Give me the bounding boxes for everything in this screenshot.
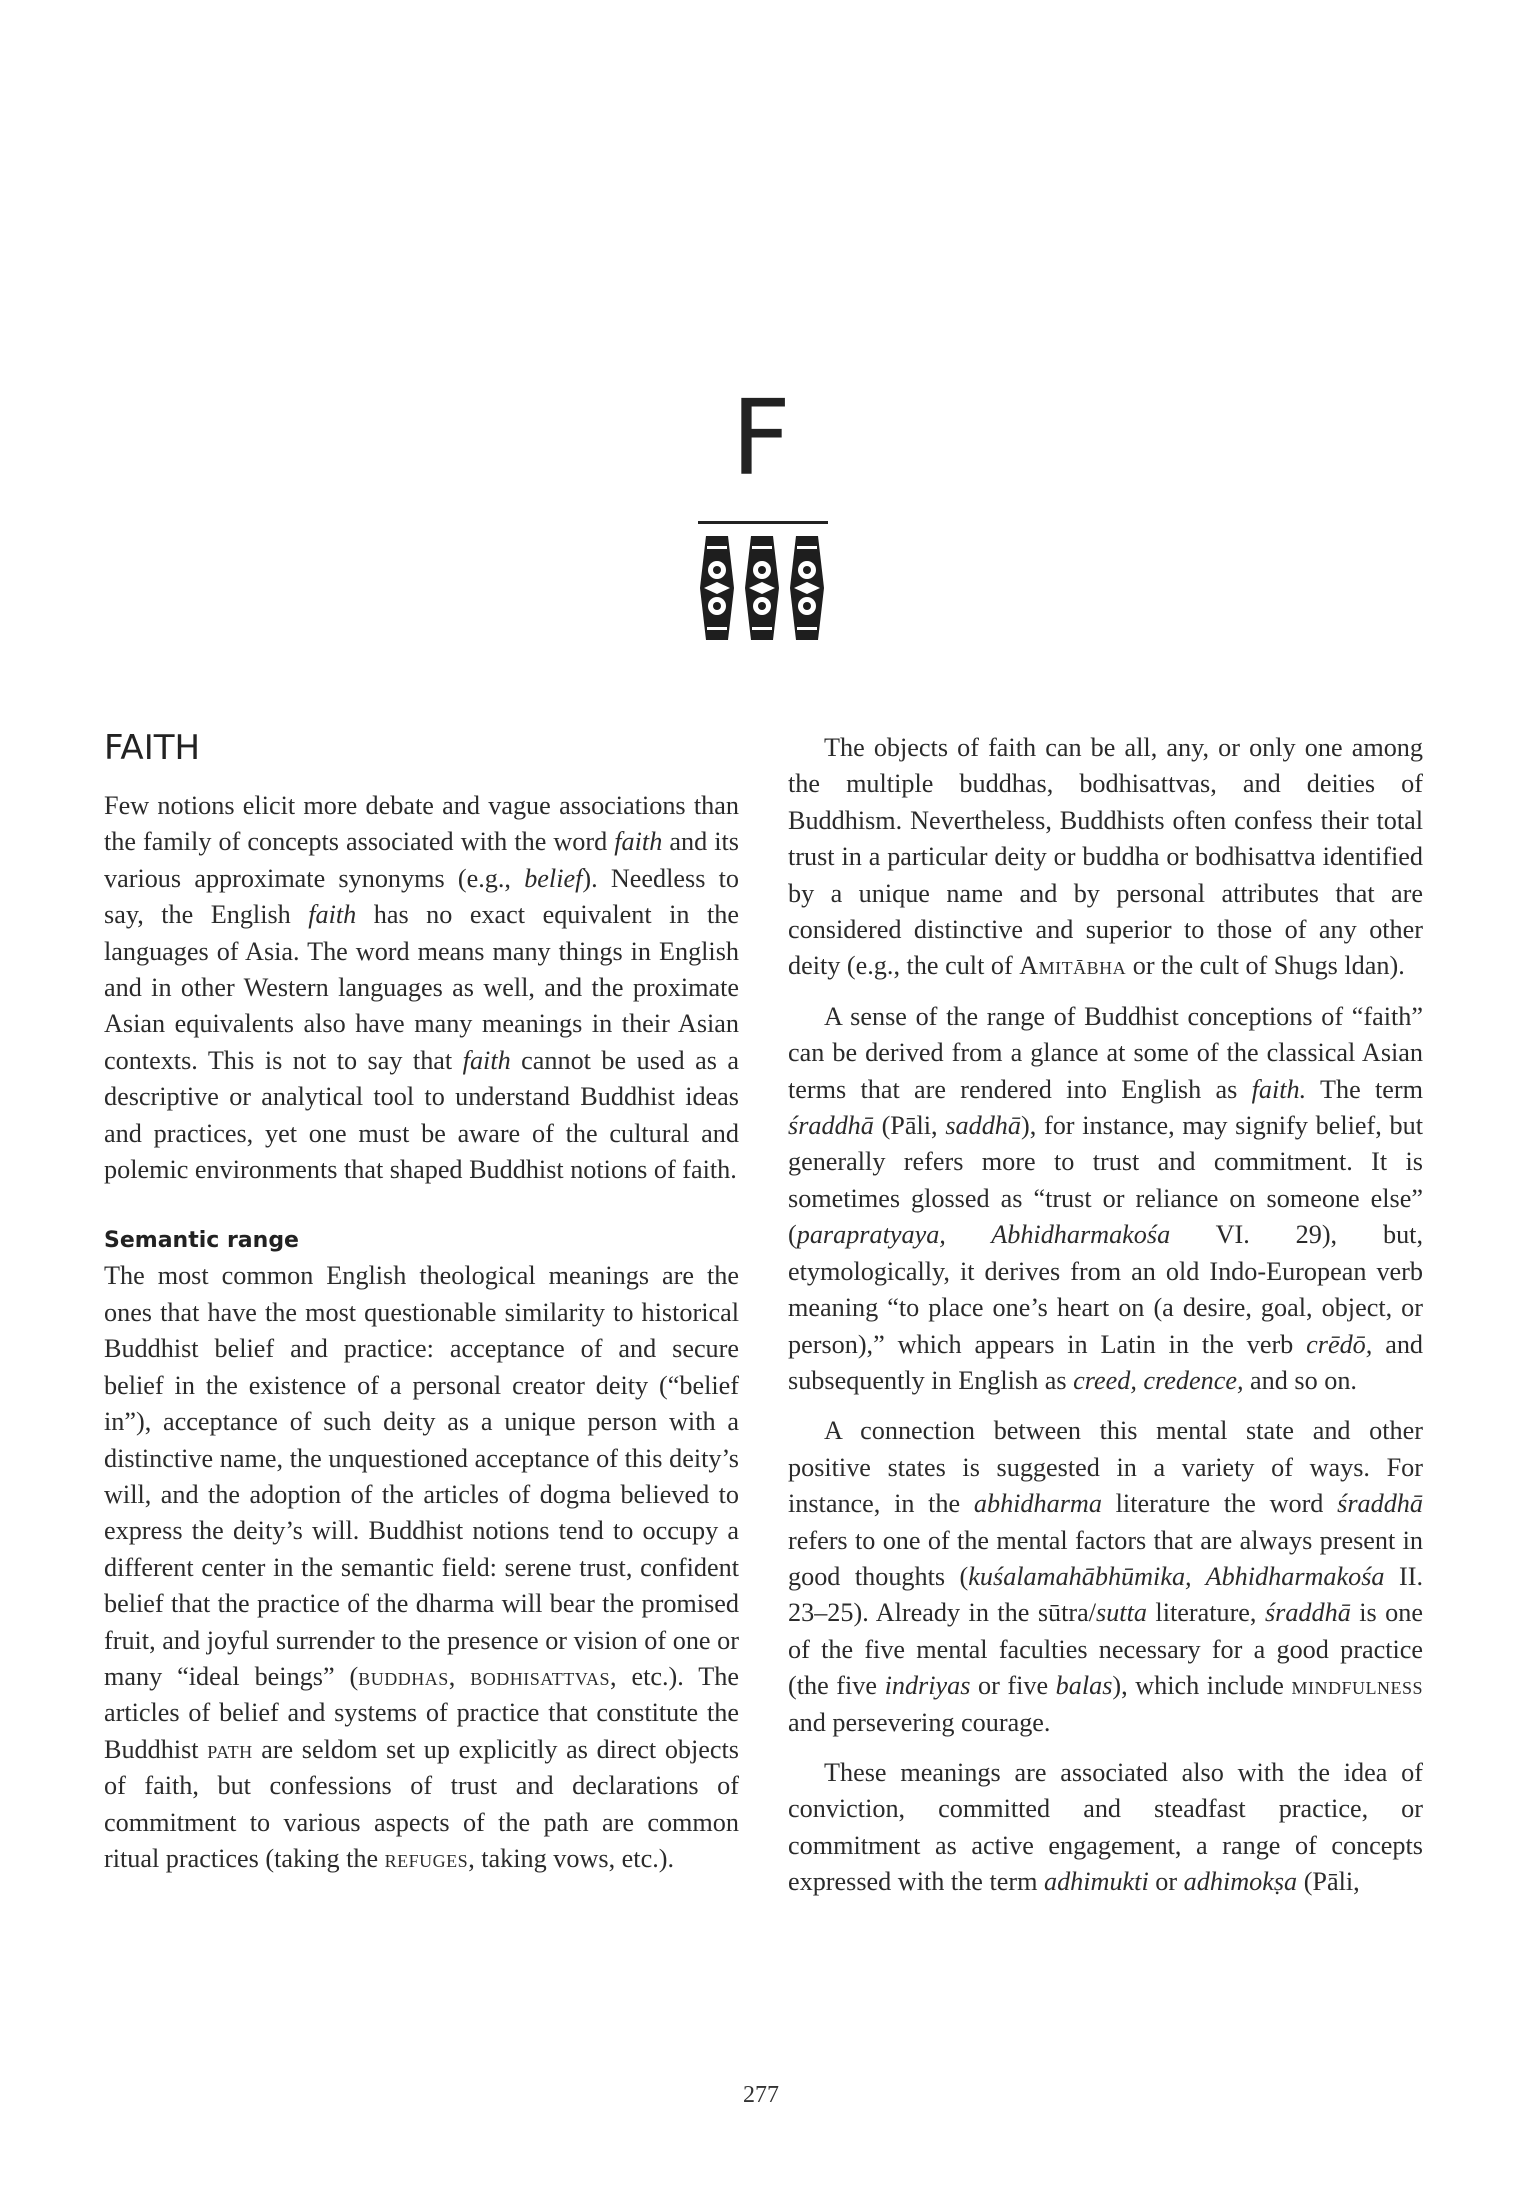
intro-paragraph: Few notions elicit more debate and vague associations than the family of concepts associated with the word faith and its various approximate synonyms (e.g., belief). Needless to say, the English faith has no exact equivalent in the languages of Asia. The word means many things in English and in other Western languages as well, and the proximate Asian equivalents also have many meanings in their Asian contexts. This is not to say that faith cannot be used as a descriptive or analytical tool to understand Buddhist ideas and practices, yet one must be aware of the cultural and polemic environments that shaped Buddhist notions of faith. [104, 791, 740, 1185]
cross-reference-link[interactable]: path [207, 1734, 253, 1764]
cross-reference-link[interactable]: refuges [384, 1843, 469, 1873]
semantic-range-paragraph: The most common English theological meanings are the ones that have the most questionable similarity to historical Buddhist belief and practice: acceptance of and secure belief in the existence of a personal creator deity (“belief in”), acceptance of such deity as a unique person with a distinctive name, the unquestioned acceptance of this deity’s will, and the adoption of the articles of dogma believed to express the deity’s will. Buddhist notions tend to occupy a different center in the semantic field: serene trust, confident belief that the practice of the dharma will bear the promised fruit, and joyful surrender to the presence or vision of one or many “ideal beings” (buddhas, bodhisattvas, etc.). The articles of belief and systems of practice that constitute the Buddhist path are seldom set up explicitly as direct objects of faith, but confessions of trust and declarations of commitment to various aspects of the path are common ritual practices (taking the refuges, taking vows, etc.). [104, 1261, 740, 1873]
objects-of-faith-paragraph: The objects of faith can be all, any, or only one among the multiple buddhas, bodhisattvas, and deities of Buddhism. Nevertheless, Buddhists often confess their total trust in a particular deity or buddha or bodhisattva identified by a unique name and by personal attributes that are considered distinctive and superior to those of any other deity (e.g., the cult of Amitābha or the cult of Shugs ldan). [788, 733, 1423, 981]
conviction-paragraph: These meanings are associated also with the idea of conviction, committed and steadfast practice, or commitment as active engagement, a range of concepts expressed with the term adhimukti or adhimokṣa (Pāli, [788, 1757, 1423, 1897]
cross-reference-link[interactable]: bodhisattvas [470, 1661, 610, 1691]
cross-reference-link[interactable]: buddhas [358, 1661, 449, 1691]
left-column [104, 728, 739, 1877]
cross-reference-link[interactable]: mindfulness [1291, 1671, 1423, 1701]
section-heading-semantic-range: Semantic range [104, 1228, 299, 1254]
chapter-letter: F [731, 377, 791, 499]
asian-terms-paragraph: A sense of the range of Buddhist conceptions of “faith” can be derived from a glance at some of the classical Asian terms that are rendered into English as faith. The term śraddhā (Pāli, saddhā), for instance, may signify belief, but generally refers more to trust and commitment. It is sometimes glossed as “trust or reliance on someone else” (parapratyaya, Abhidharmakośa VI. 29), but, etymologically, it derives from an old Indo-European verb meaning “to place one’s heart on (a desire, goal, object, or person),” which appears in Latin in the verb crēdō, and subsequently in English as creed, credence, and so on. [788, 1001, 1424, 1395]
right-column [788, 730, 1423, 1901]
entry-title: FAITH [104, 728, 201, 768]
mental-states-paragraph: A connection between this mental state and other positive states is suggested in a variety of ways. For instance, in the abhidharma literature the word śraddhā refers to one of the mental factors that are always present in good thoughts (kuśalamahābhūmika, Abhidharmakośa II. 23–25). Already in the sūtra/sutta literature, śraddhā is one of the five mental faculties necessary for a good practice (the five indriyas or five balas), which include mindfulness and persevering courage. [788, 1416, 1423, 1737]
chapter-divider [698, 521, 828, 524]
cross-reference-link[interactable]: Amitābha [1019, 951, 1127, 981]
three-beads-ornament-icon [694, 532, 830, 644]
page-number: 277 [743, 2082, 779, 2108]
